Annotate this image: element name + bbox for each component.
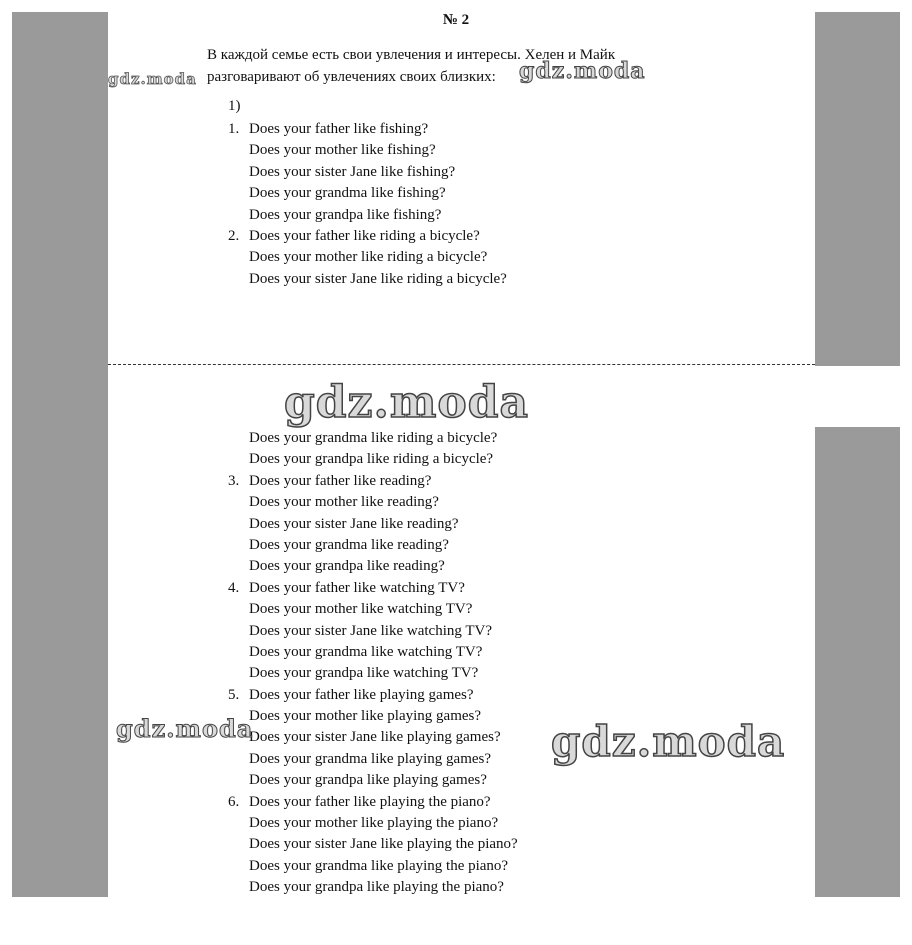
question-text: Does your father like watching TV? bbox=[249, 579, 465, 596]
question-text: Does your sister Jane like fishing? bbox=[249, 163, 456, 180]
question-item bbox=[228, 247, 568, 268]
question-item bbox=[228, 449, 568, 470]
question-text: Does your grandma like fishing? bbox=[249, 185, 446, 202]
question-item bbox=[228, 428, 568, 449]
question-text: Does your grandma like playing the piano? bbox=[249, 857, 509, 874]
question-item bbox=[228, 663, 568, 684]
question-text: Does your sister Jane like watching TV? bbox=[249, 622, 492, 639]
question-text: Does your father like playing games? bbox=[249, 686, 474, 703]
right-margin-panel-top bbox=[815, 12, 900, 366]
question-text: Does your grandpa like fishing? bbox=[249, 206, 442, 223]
question-item bbox=[228, 877, 568, 898]
question-item bbox=[228, 140, 568, 161]
question-item bbox=[228, 621, 568, 642]
question-number: 2. bbox=[228, 227, 240, 244]
question-item bbox=[228, 770, 568, 791]
question-text: Does your sister Jane like playing the piano? bbox=[249, 836, 518, 853]
question-text: Does your grandpa like riding a bicycle? bbox=[249, 451, 494, 468]
question-item bbox=[228, 226, 568, 247]
watermark: gdz.moda bbox=[551, 717, 786, 766]
question-text: Does your father like playing the piano? bbox=[249, 793, 491, 810]
watermark: gdz.moda bbox=[108, 70, 197, 88]
question-number: 1. bbox=[228, 121, 240, 137]
question-item bbox=[228, 578, 568, 599]
page-cut-divider bbox=[108, 364, 815, 365]
question-text: Does your grandpa like playing the piano? bbox=[249, 879, 504, 896]
question-item bbox=[228, 856, 568, 877]
question-text: Does your father like reading? bbox=[249, 472, 432, 489]
question-item bbox=[228, 471, 568, 492]
question-text: Does your sister Jane like riding a bicycle? bbox=[249, 270, 507, 287]
question-item bbox=[228, 727, 568, 748]
question-text: Does your grandpa like reading? bbox=[249, 558, 445, 575]
question-text: Does your sister Jane like reading? bbox=[249, 515, 459, 532]
question-number: 3. bbox=[228, 472, 240, 489]
question-list-bottom bbox=[228, 428, 568, 899]
question-text: Does your mother like playing the piano? bbox=[249, 815, 499, 832]
question-item bbox=[228, 642, 568, 663]
question-item bbox=[228, 834, 568, 855]
question-text: Does your mother like playing games? bbox=[249, 708, 482, 725]
question-item bbox=[228, 514, 568, 535]
question-text: Does your grandma like playing games? bbox=[249, 750, 492, 767]
question-text: Does your mother like watching TV? bbox=[249, 601, 473, 618]
question-text: Does your sister Jane like playing games? bbox=[249, 729, 501, 746]
watermark: gdz.moda bbox=[284, 377, 530, 428]
question-text: Does your grandpa like playing games? bbox=[249, 772, 487, 789]
question-item bbox=[228, 205, 568, 226]
question-item bbox=[228, 749, 568, 770]
question-text: Does your father like riding a bicycle? bbox=[249, 227, 480, 244]
question-item bbox=[228, 535, 568, 556]
question-number: 5. bbox=[228, 686, 240, 703]
intro-line: разговаривают об увлечениях своих близких: bbox=[207, 69, 496, 85]
question-item bbox=[228, 685, 568, 706]
question-text: Does your father like fishing? bbox=[249, 121, 429, 137]
intro-line: В каждой семье есть свои увлечения и интересы. Хелен и Майк bbox=[207, 47, 616, 63]
right-margin-panel-bottom bbox=[815, 427, 900, 897]
question-text: Does your grandma like riding a bicycle? bbox=[249, 430, 498, 446]
question-item bbox=[228, 706, 568, 727]
question-text: Does your mother like reading? bbox=[249, 494, 439, 511]
question-text: Does your grandpa like watching TV? bbox=[249, 665, 479, 682]
question-number: 6. bbox=[228, 793, 240, 810]
question-text: Does your grandma like watching TV? bbox=[249, 643, 483, 660]
question-item bbox=[228, 162, 568, 183]
question-text: Does your grandma like reading? bbox=[249, 536, 449, 553]
question-item bbox=[228, 556, 568, 577]
question-list-top bbox=[228, 119, 568, 290]
question-number: 4. bbox=[228, 579, 240, 596]
question-item bbox=[228, 599, 568, 620]
question-item bbox=[228, 183, 568, 204]
exercise-number: № 2 bbox=[442, 12, 470, 28]
question-item bbox=[228, 792, 568, 813]
left-margin-panel bbox=[12, 12, 108, 897]
question-item bbox=[228, 813, 568, 834]
question-item bbox=[228, 269, 568, 290]
watermark: gdz.moda bbox=[116, 714, 254, 743]
question-item bbox=[228, 492, 568, 513]
question-text: Does your mother like riding a bicycle? bbox=[249, 249, 488, 266]
question-text: Does your mother like fishing? bbox=[249, 142, 436, 159]
watermark: gdz.moda bbox=[519, 58, 646, 84]
question-item bbox=[228, 119, 568, 140]
section-marker: 1) bbox=[228, 98, 241, 114]
